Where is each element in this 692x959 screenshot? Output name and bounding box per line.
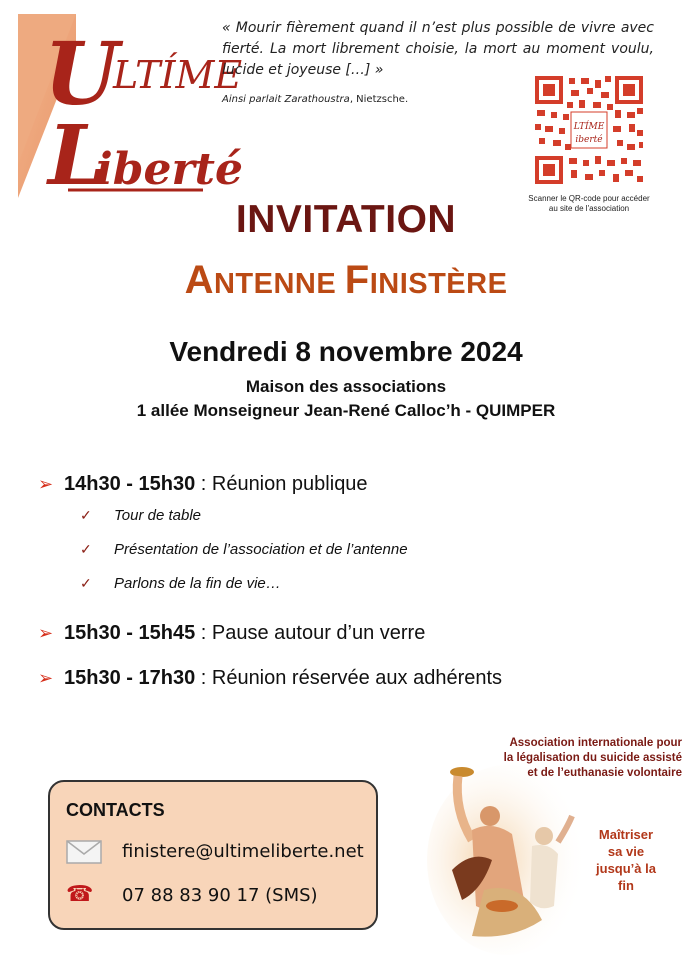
contact-email-row — [66, 840, 364, 864]
tagline-line: fin — [618, 878, 634, 893]
quote-source-title: Ainsi parlait Zarathoustra — [222, 94, 350, 105]
logo-time: LTÍME — [113, 53, 243, 97]
contact-email[interactable]: finistere@ultimeliberte.net — [122, 841, 364, 862]
arrow-bullet-icon: ➢ — [38, 668, 54, 688]
antenne-title-rest2: INISTÈRE — [369, 268, 508, 300]
antenne-title-rest: NTENNE — [213, 268, 345, 300]
qr-logo-bottom: iberté — [575, 135, 603, 145]
tagline-line: Maîtriser — [598, 827, 654, 842]
association-description — [486, 736, 682, 781]
agenda-item — [38, 473, 368, 496]
venue-address: 1 allée Monseigneur Jean-René Calloc’h - QUIMPER — [136, 401, 556, 420]
nietzsche-quote: « Mourir fièrement quand il n’est plus possible de vivre avec fierté. La mort librement choisie, la mort au moment voulu, lucide et joyeuse […] » — [222, 20, 654, 78]
agenda-label: : Pause autour d’un verre — [195, 622, 426, 644]
agenda-time: 15h30 - 15h45 — [64, 622, 196, 644]
quote-attribution — [222, 94, 408, 105]
agenda-subitem — [80, 507, 201, 524]
agenda-label: : Réunion publique — [195, 473, 368, 495]
logo-u: U — [44, 24, 119, 125]
qr-code-icon[interactable] — [533, 74, 645, 186]
invitation-title: INVITATION — [235, 198, 457, 241]
contacts-box — [48, 780, 378, 930]
association-tagline — [582, 826, 670, 894]
contacts-title: CONTACTS — [66, 800, 165, 820]
venue-name: Maison des associations — [245, 377, 447, 396]
agenda-subitem — [80, 541, 408, 558]
antenne-title — [0, 258, 692, 303]
association-line: et de l’euthanasie volontaire — [527, 767, 682, 779]
logo-l: L — [48, 108, 106, 204]
contact-phone[interactable]: 07 88 83 90 17 (SMS) — [122, 885, 318, 906]
tagline-line: jusqu’à la — [596, 861, 656, 876]
agenda-item — [38, 667, 502, 690]
agenda-subitem — [80, 575, 281, 592]
subitem-label: Tour de table — [114, 507, 202, 524]
envelope-icon — [66, 840, 122, 864]
checkmark-icon: ✓ — [80, 507, 92, 523]
subitem-label: Parlons de la fin de vie… — [114, 575, 281, 592]
association-line: la légalisation du suicide assisté — [503, 752, 682, 764]
arrow-bullet-icon: ➢ — [38, 623, 54, 643]
quote-source-author: , Nietzsche. — [349, 94, 409, 105]
ultime-liberte-logo — [18, 14, 243, 204]
agenda-time: 15h30 - 17h30 — [64, 667, 196, 689]
tagline-line: sa vie — [607, 844, 645, 859]
arrow-bullet-icon: ➢ — [38, 474, 54, 494]
antenne-title-f: F — [344, 258, 370, 302]
checkmark-icon: ✓ — [80, 541, 92, 557]
agenda-item — [38, 622, 425, 645]
logo-iberte: iberté — [96, 144, 243, 195]
contact-phone-row — [66, 882, 318, 907]
telephone-icon: ☎ — [66, 882, 94, 907]
association-line: Association internationale pour — [509, 737, 682, 749]
agenda-time: 14h30 - 15h30 — [64, 473, 196, 495]
antenne-title-a: A — [184, 258, 214, 302]
qr-logo-top: LTÍME — [573, 122, 605, 132]
event-date: Vendredi 8 novembre 2024 — [169, 336, 523, 367]
checkmark-icon: ✓ — [80, 575, 92, 591]
agenda-label: : Réunion réservée aux adhérents — [195, 667, 503, 689]
subitem-label: Présentation de l’association et de l’antenne — [114, 541, 408, 558]
qr-caption: Scanner le QR-code pour accéder au site de l'association — [528, 194, 650, 213]
